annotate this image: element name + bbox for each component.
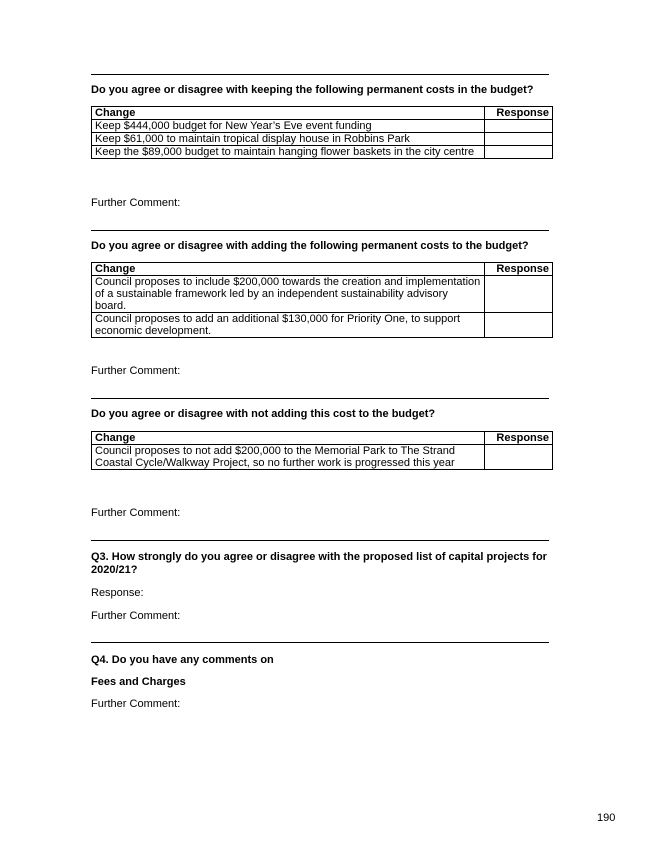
further-comment-label: Further Comment: (91, 365, 181, 377)
response-label: Response: (91, 587, 144, 599)
question-q4-comments: Q4. Do you have any comments on (91, 654, 274, 666)
change-cell: Keep the $89,000 budget to maintain hanging flower baskets in the city centre (92, 146, 485, 159)
divider-line (91, 540, 549, 541)
not-adding-cost-table (91, 431, 553, 470)
page-number: 190 (597, 812, 616, 824)
change-cell: Council proposes to add an additional $130,000 for Priority One, to support economic development. (92, 313, 485, 338)
table-row (92, 276, 553, 313)
add-costs-table (91, 262, 553, 338)
response-cell[interactable] (485, 133, 553, 146)
response-cell[interactable] (485, 313, 553, 338)
change-cell: Keep $444,000 budget for New Year’s Eve event funding (92, 120, 485, 133)
divider-line (91, 642, 549, 643)
change-cell: Council proposes to not add $200,000 to the Memorial Park to The Strand Coastal Cycle/Walkway Project, so no further work is progressed this year (92, 445, 485, 470)
table-header-row (92, 107, 553, 120)
column-header-response: Response (485, 107, 553, 120)
response-cell[interactable] (485, 120, 553, 133)
table-row (92, 133, 553, 146)
question-q3-capital-projects: Q3. How strongly do you agree or disagree with the proposed list of capital projects for 2020/21? (91, 551, 547, 576)
column-header-response: Response (485, 432, 553, 445)
further-comment-label: Further Comment: (91, 197, 181, 209)
further-comment-label: Further Comment: (91, 610, 181, 622)
response-cell[interactable] (485, 146, 553, 159)
table-row (92, 146, 553, 159)
change-cell: Keep $61,000 to maintain tropical display house in Robbins Park (92, 133, 485, 146)
question-add-costs: Do you agree or disagree with adding the following permanent costs to the budget? (91, 240, 529, 252)
column-header-response: Response (485, 263, 553, 276)
column-header-change: Change (92, 432, 485, 445)
divider-line (91, 74, 549, 75)
subheading-fees-and-charges: Fees and Charges (91, 676, 186, 688)
divider-line (91, 230, 549, 231)
table-header-row (92, 432, 553, 445)
question-keep-costs: Do you agree or disagree with keeping the following permanent costs in the budget? (91, 84, 534, 96)
column-header-change: Change (92, 263, 485, 276)
table-row (92, 445, 553, 470)
divider-line (91, 398, 549, 399)
further-comment-label: Further Comment: (91, 507, 181, 519)
column-header-change: Change (92, 107, 485, 120)
table-header-row (92, 263, 553, 276)
response-cell[interactable] (485, 445, 553, 470)
table-row (92, 120, 553, 133)
question-not-adding-cost: Do you agree or disagree with not adding this cost to the budget? (91, 408, 436, 420)
keep-costs-table (91, 106, 553, 159)
table-row (92, 313, 553, 338)
further-comment-label: Further Comment: (91, 698, 181, 710)
change-cell: Council proposes to include $200,000 towards the creation and implementation of a sustainable framework led by an independent sustainability advisory board. (92, 276, 485, 313)
response-cell[interactable] (485, 276, 553, 313)
